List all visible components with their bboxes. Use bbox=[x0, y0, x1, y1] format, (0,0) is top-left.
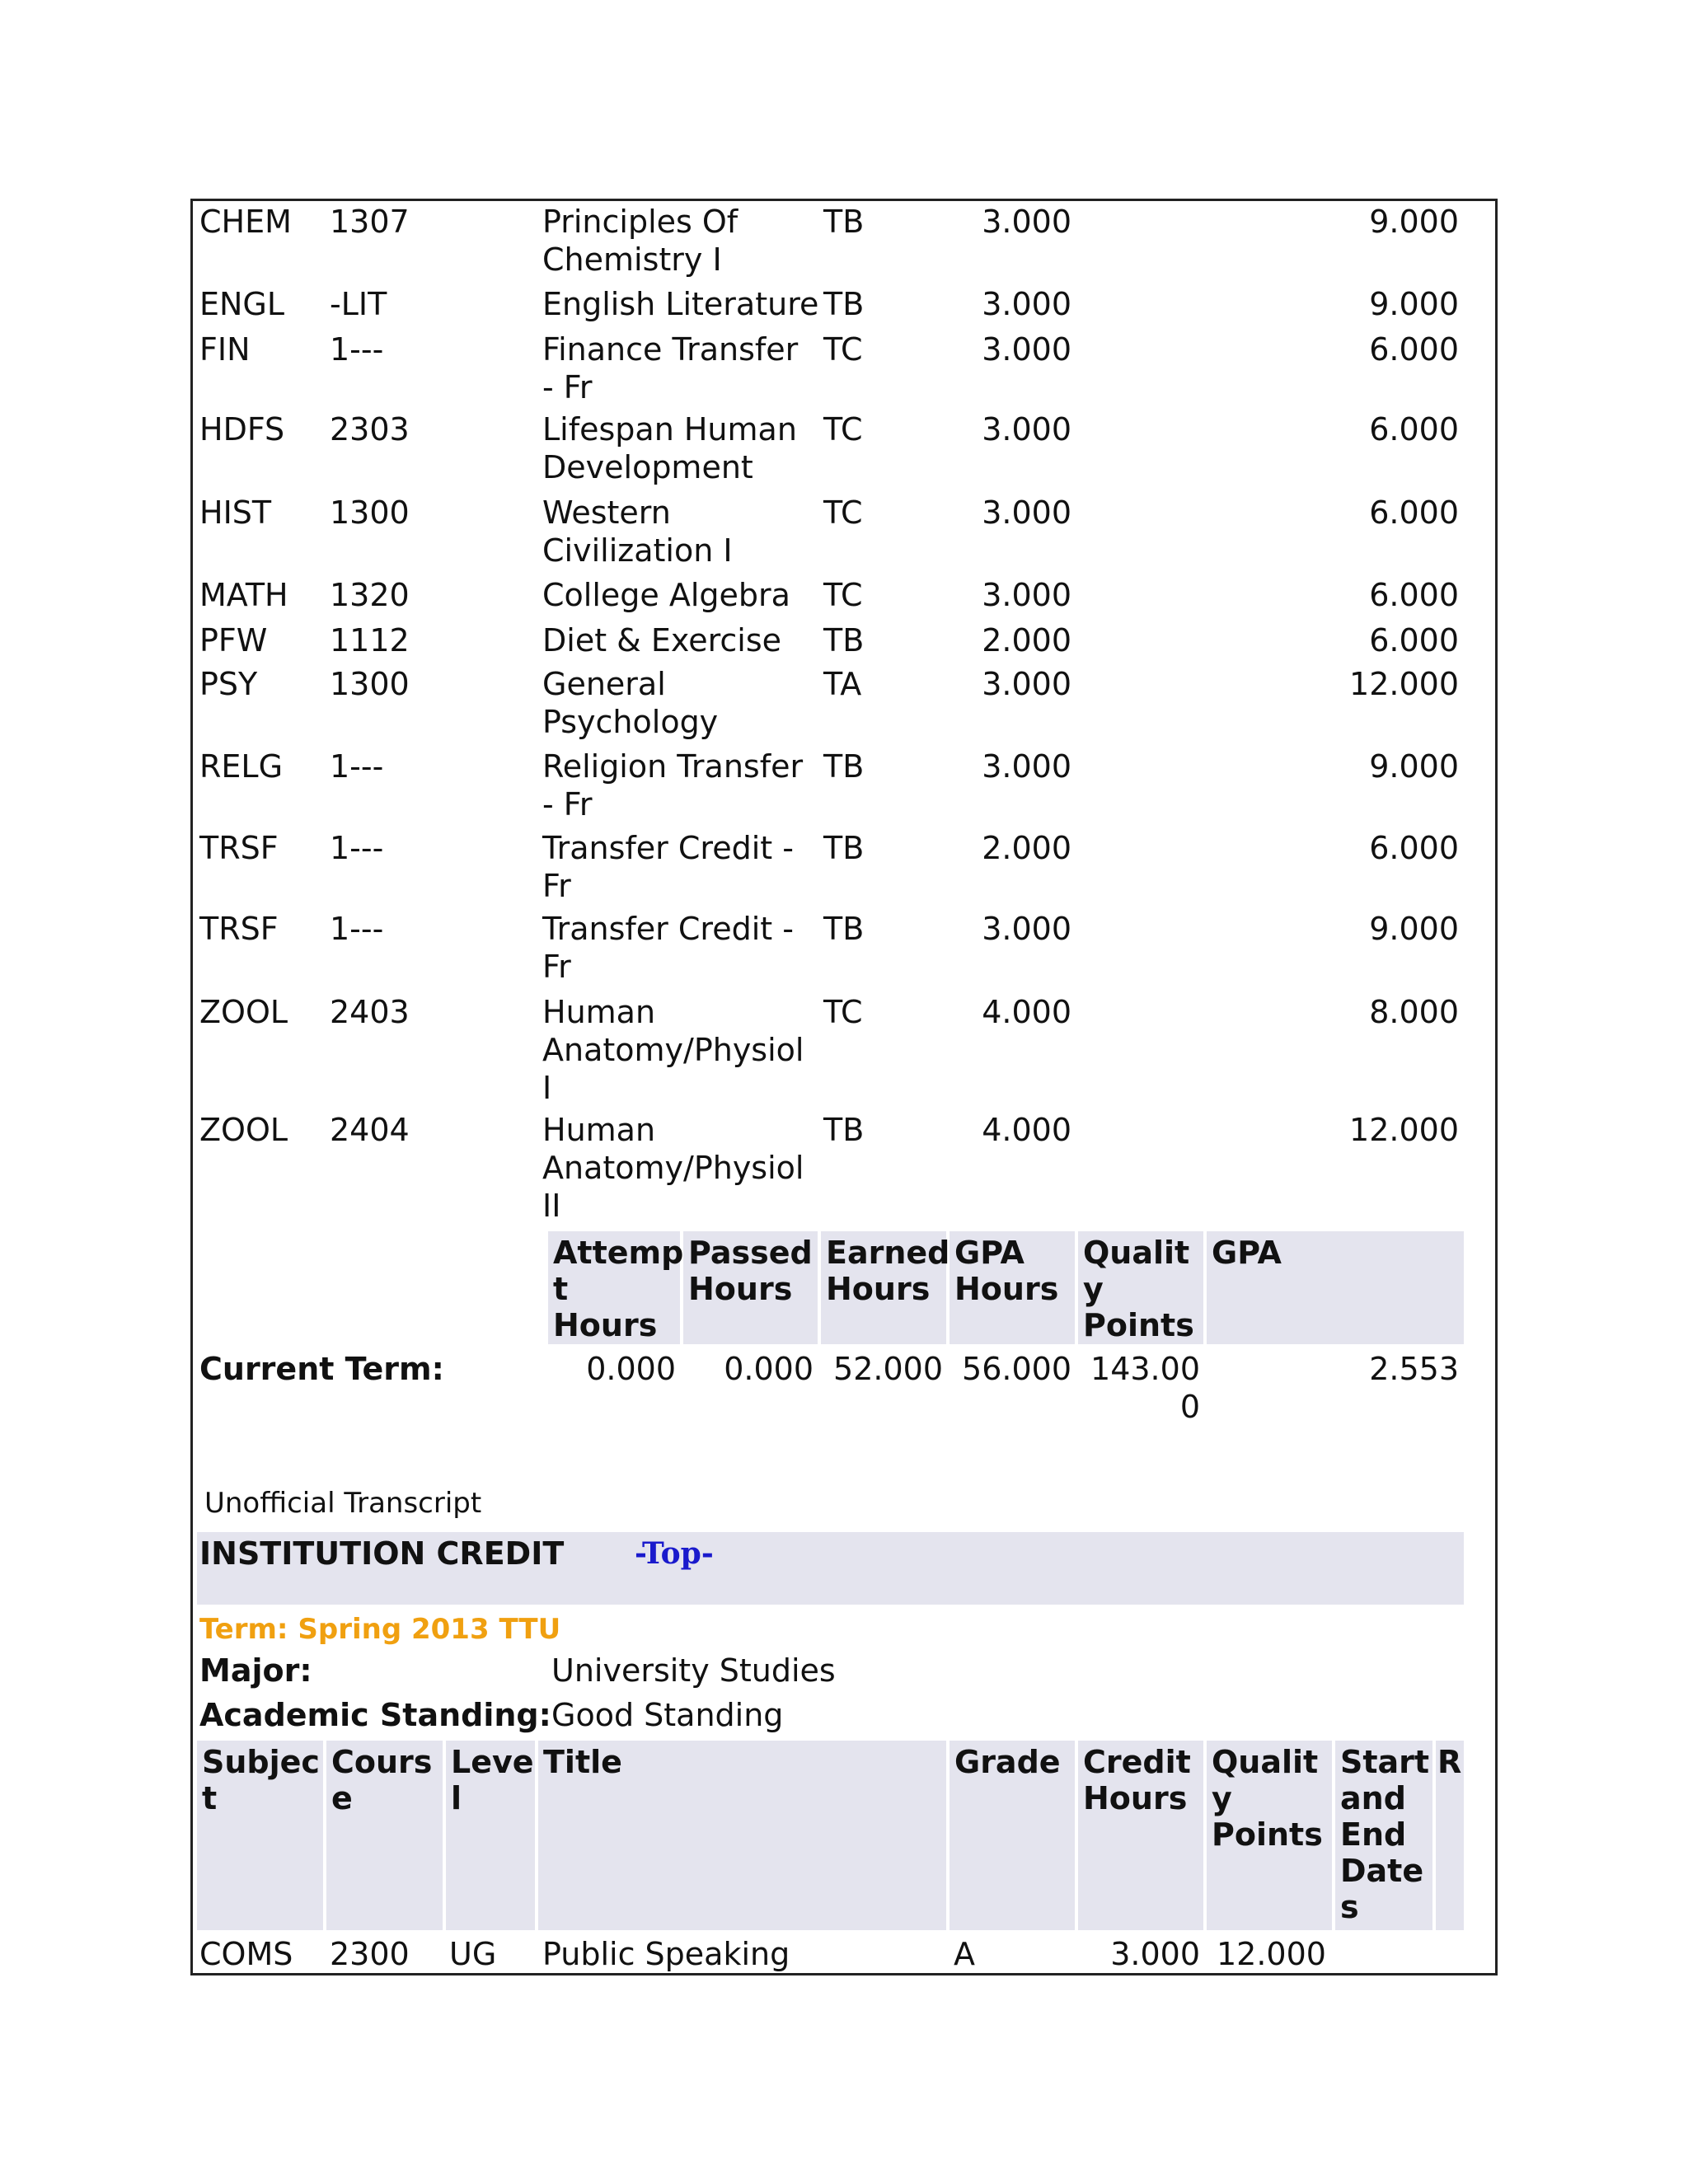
course-header-quality-points: Qualit y Points bbox=[1207, 1741, 1332, 1930]
course-header-course: Cours e bbox=[326, 1741, 443, 1930]
transfer-subject: HDFS bbox=[199, 411, 285, 448]
transfer-course: 1300 bbox=[330, 494, 410, 531]
transfer-quality-points: 6.000 bbox=[1369, 622, 1459, 658]
transfer-title bbox=[542, 285, 818, 323]
transfer-hours: 4.000 bbox=[982, 1112, 1071, 1148]
transfer-quality-points: 6.000 bbox=[1369, 411, 1459, 448]
course-row-quality-points: 12.000 bbox=[1217, 1936, 1326, 1972]
transfer-title bbox=[542, 748, 803, 823]
major-label: Major: bbox=[199, 1652, 312, 1689]
transfer-subject: PFW bbox=[199, 622, 268, 658]
transfer-title bbox=[542, 494, 733, 569]
transfer-subject: CHEM bbox=[199, 204, 292, 240]
transfer-hours: 3.000 bbox=[982, 577, 1071, 613]
course-header-dates: Start and End Date s bbox=[1335, 1741, 1432, 1930]
transfer-title-line: Western bbox=[542, 494, 671, 531]
transfer-title-line: Finance Transfer bbox=[542, 331, 799, 368]
transfer-course: 1307 bbox=[330, 204, 410, 240]
transfer-hours: 3.000 bbox=[982, 911, 1071, 947]
transfer-title bbox=[542, 993, 804, 1107]
term-label: Term: Spring 2013 TTU bbox=[199, 1613, 561, 1646]
current-term-earned-hours: 52.000 bbox=[833, 1351, 943, 1387]
transfer-hours: 2.000 bbox=[982, 622, 1071, 658]
transfer-subject: MATH bbox=[199, 577, 288, 613]
transfer-grade: TB bbox=[823, 911, 865, 947]
course-row-credit-hours: 3.000 bbox=[1110, 1936, 1200, 1972]
academic-standing-value: Good Standing bbox=[551, 1697, 784, 1733]
transfer-title-line: Principles Of bbox=[542, 204, 738, 240]
transfer-subject: ZOOL bbox=[199, 1112, 288, 1148]
transfer-quality-points: 12.000 bbox=[1349, 666, 1459, 702]
transfer-quality-points: 9.000 bbox=[1369, 204, 1459, 240]
course-row-course: 2300 bbox=[330, 1936, 410, 1972]
transfer-grade: TC bbox=[823, 577, 863, 613]
transfer-title-line: College Algebra bbox=[542, 577, 790, 613]
course-row-grade: A bbox=[954, 1936, 975, 1972]
transfer-grade: TB bbox=[823, 1112, 865, 1148]
transfer-hours: 3.000 bbox=[982, 286, 1071, 322]
transfer-grade: TC bbox=[823, 331, 863, 368]
transfer-grade: TB bbox=[823, 830, 865, 866]
transfer-hours: 3.000 bbox=[982, 204, 1071, 240]
transfer-title bbox=[542, 665, 718, 741]
transfer-subject: PSY bbox=[199, 666, 258, 702]
transfer-subject: FIN bbox=[199, 331, 251, 368]
transfer-title bbox=[542, 910, 794, 986]
transfer-quality-points: 6.000 bbox=[1369, 494, 1459, 531]
course-header-title: Title bbox=[538, 1741, 946, 1930]
course-row-level: UG bbox=[449, 1936, 497, 1972]
transfer-course: 2404 bbox=[330, 1112, 410, 1148]
transfer-quality-points: 6.000 bbox=[1369, 830, 1459, 866]
transfer-course: 1112 bbox=[330, 622, 410, 658]
totals-header-attempt-hours: Attemp t Hours bbox=[548, 1231, 680, 1344]
transfer-course: 1--- bbox=[330, 911, 384, 947]
transfer-title-line: - Fr bbox=[542, 786, 593, 823]
transfer-title-line: English Literature bbox=[542, 286, 819, 322]
transfer-hours: 3.000 bbox=[982, 331, 1071, 368]
transfer-title bbox=[542, 576, 790, 614]
course-header-level: Leve l bbox=[446, 1741, 535, 1930]
transfer-title bbox=[542, 330, 798, 406]
current-term-label: Current Term: bbox=[199, 1351, 444, 1387]
transfer-title-line: I bbox=[542, 1070, 552, 1106]
transfer-grade: TC bbox=[823, 494, 863, 531]
transfer-title bbox=[542, 1111, 804, 1225]
transfer-hours: 2.000 bbox=[982, 830, 1071, 866]
transfer-grade: TB bbox=[823, 286, 865, 322]
transfer-title-line: Fr bbox=[542, 949, 571, 985]
course-row-title: Public Speaking bbox=[542, 1936, 790, 1972]
transfer-title-line: General bbox=[542, 666, 666, 702]
transfer-grade: TB bbox=[823, 622, 865, 658]
transfer-title-line: Psychology bbox=[542, 704, 719, 740]
transfer-title-line: Anatomy/Physiol bbox=[542, 1150, 804, 1186]
course-header-subject: Subjec t bbox=[197, 1741, 323, 1930]
transfer-title-line: - Fr bbox=[542, 369, 593, 405]
current-term-quality-points: 143.00 0 bbox=[1090, 1351, 1200, 1425]
transfer-title-line: II bbox=[542, 1188, 561, 1224]
transfer-title-line: Civilization I bbox=[542, 532, 733, 569]
totals-header-earned-hours: Earned Hours bbox=[821, 1231, 946, 1344]
transfer-title-line: Diet & Exercise bbox=[542, 622, 782, 658]
course-row-subject: COMS bbox=[199, 1936, 293, 1972]
transfer-title-line: Human bbox=[542, 1112, 656, 1148]
top-link[interactable]: -Top- bbox=[635, 1536, 714, 1571]
transfer-hours: 4.000 bbox=[982, 994, 1071, 1030]
transfer-course: 1320 bbox=[330, 577, 410, 613]
course-header-credit-hours: Credit Hours bbox=[1078, 1741, 1203, 1930]
academic-standing-label: Academic Standing: bbox=[199, 1697, 551, 1733]
transfer-grade: TA bbox=[823, 666, 862, 702]
transfer-course: 2403 bbox=[330, 994, 410, 1030]
transfer-title-line: Anatomy/Physiol bbox=[542, 1032, 804, 1068]
transfer-title-line: Transfer Credit - bbox=[542, 830, 794, 866]
transfer-subject: ZOOL bbox=[199, 994, 288, 1030]
major-value: University Studies bbox=[551, 1652, 836, 1689]
transfer-subject: RELG bbox=[199, 748, 284, 785]
transfer-quality-points: 6.000 bbox=[1369, 331, 1459, 368]
transfer-course: -LIT bbox=[330, 286, 387, 322]
transfer-hours: 3.000 bbox=[982, 748, 1071, 785]
transfer-grade: TB bbox=[823, 748, 865, 785]
transfer-title-line: Development bbox=[542, 449, 753, 485]
transfer-title-line: Transfer Credit - bbox=[542, 911, 794, 947]
transfer-hours: 3.000 bbox=[982, 666, 1071, 702]
current-term-gpa: 2.553 bbox=[1369, 1351, 1459, 1387]
transfer-subject: TRSF bbox=[199, 830, 279, 866]
transfer-course: 2303 bbox=[330, 411, 410, 448]
transfer-title-line: Chemistry I bbox=[542, 241, 722, 278]
totals-header-quality-points: Qualit y Points bbox=[1078, 1231, 1203, 1344]
totals-header-gpa-hours: GPA Hours bbox=[950, 1231, 1075, 1344]
totals-header-gpa: GPA bbox=[1207, 1231, 1464, 1344]
transfer-grade: TC bbox=[823, 994, 863, 1030]
transfer-title-line: Human bbox=[542, 994, 656, 1030]
transfer-subject: TRSF bbox=[199, 911, 279, 947]
current-term-gpa-hours: 56.000 bbox=[962, 1351, 1071, 1387]
transfer-hours: 3.000 bbox=[982, 494, 1071, 531]
transfer-title bbox=[542, 203, 738, 279]
transfer-grade: TC bbox=[823, 411, 863, 448]
transfer-quality-points: 9.000 bbox=[1369, 748, 1459, 785]
transfer-title-line: Lifespan Human bbox=[542, 411, 797, 448]
transfer-title bbox=[542, 410, 797, 486]
transfer-quality-points: 8.000 bbox=[1369, 994, 1459, 1030]
transfer-quality-points: 12.000 bbox=[1349, 1112, 1459, 1148]
transfer-course: 1300 bbox=[330, 666, 410, 702]
transfer-course: 1--- bbox=[330, 748, 384, 785]
transfer-course: 1--- bbox=[330, 331, 384, 368]
transfer-title-line: Fr bbox=[542, 868, 571, 904]
transfer-quality-points: 9.000 bbox=[1369, 286, 1459, 322]
unofficial-transcript-label: Unofficial Transcript bbox=[204, 1487, 482, 1520]
course-header-grade: Grade bbox=[950, 1741, 1075, 1930]
totals-header-passed-hours: Passed Hours bbox=[683, 1231, 818, 1344]
transfer-course: 1--- bbox=[330, 830, 384, 866]
current-term-attempt-hours: 0.000 bbox=[586, 1351, 676, 1387]
transfer-hours: 3.000 bbox=[982, 411, 1071, 448]
transfer-quality-points: 9.000 bbox=[1369, 911, 1459, 947]
transfer-grade: TB bbox=[823, 204, 865, 240]
course-header-r: R bbox=[1436, 1741, 1464, 1930]
current-term-passed-hours: 0.000 bbox=[724, 1351, 814, 1387]
transfer-subject: ENGL bbox=[199, 286, 285, 322]
transfer-title bbox=[542, 829, 794, 905]
transfer-subject: HIST bbox=[199, 494, 272, 531]
transfer-title-line: Religion Transfer bbox=[542, 748, 804, 785]
institution-credit-title: INSTITUTION CREDIT bbox=[199, 1535, 565, 1572]
transfer-quality-points: 6.000 bbox=[1369, 577, 1459, 613]
transfer-title bbox=[542, 621, 781, 659]
